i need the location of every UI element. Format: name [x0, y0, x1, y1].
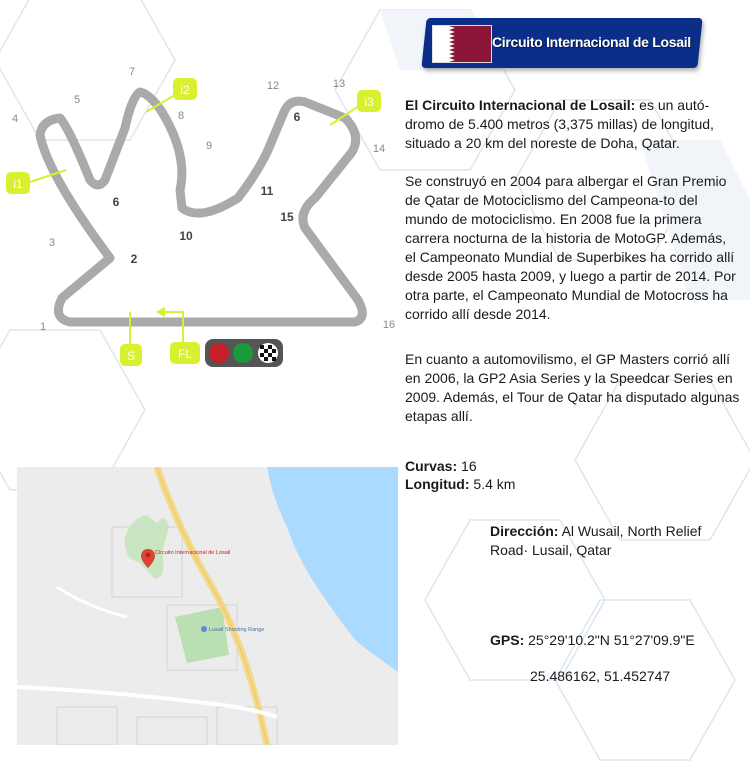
start-label: S	[126, 349, 136, 363]
turn-5: 5	[73, 94, 81, 106]
turn-14: 14	[372, 143, 386, 155]
turn-3: 3	[48, 237, 56, 249]
qatar-flag-icon	[432, 25, 492, 63]
range-label: Lusail Shooting Range	[209, 627, 265, 633]
map-graphic	[17, 467, 398, 745]
i1-label: i1	[13, 177, 23, 191]
i3-badge	[357, 90, 381, 112]
gps-decimal: 25.486162, 51.452747	[530, 668, 671, 684]
gps-label: GPS:	[490, 632, 525, 648]
turn-13: 13	[332, 78, 346, 90]
turn-2: 2	[130, 252, 138, 266]
i3-label: i3	[364, 95, 374, 109]
finish-arrow-line	[158, 312, 183, 343]
gps-block	[490, 631, 695, 650]
turn-16: 16	[382, 319, 396, 331]
i1-badge	[6, 172, 30, 194]
curves-value: 16	[457, 458, 477, 474]
motorsport-paragraph	[405, 350, 740, 426]
turn-11: 11	[260, 184, 274, 198]
finish-arrow-head	[156, 307, 165, 317]
stats-block	[405, 457, 515, 493]
gps-value: 25°29'10.2"N 51°27'09.9"E	[524, 632, 695, 648]
start-badge	[120, 344, 142, 366]
history-paragraph	[405, 172, 740, 324]
turn-10: 10	[179, 229, 193, 243]
turn-6b: 6	[293, 110, 301, 124]
intro-text: es un autó-dromo de 5.400 metros (3,375 millas) de longitud, situado a 20 km del noreste de Doha, Qatar.	[405, 97, 714, 151]
turn-6a: 6	[112, 195, 120, 209]
curves-label: Curvas:	[405, 458, 458, 474]
i2-label: i2	[180, 83, 190, 97]
page-title: Circuito Internacional de Losail	[492, 34, 691, 50]
circuit-name-bold: El Circuito Internacional de Losail:	[405, 97, 636, 113]
track-outline	[40, 92, 362, 322]
length-label: Longitud:	[405, 476, 470, 492]
history-text: Se construyó en 2004 para albergar el Gran Premio de Qatar de Motociclismo del Campeona-to del mundo de motociclismo. En 2008 fue la primera carrera nocturna de la historia de MotoGP. Además, el Campeonato Mundial de Superbikes ha corrido allí desde 2005 hasta 2009, y luego a partir de 2014. Por otra parte, el Campeonato Mundial de Motocross ha corrido allí desde 2014.	[405, 173, 736, 322]
motorsport-text: En cuanto a automovilismo, el GP Masters corrió allí en 2006, la GP2 Asia Series y la Speedcar Series en 2009. Además, el Tour de Qatar ha disputado algunas etapas allí.	[405, 351, 740, 424]
turn-15: 15	[280, 210, 294, 224]
turn-1: 1	[39, 321, 47, 333]
marker-label: Circuito Internacional de Losail	[155, 550, 231, 556]
i2-badge	[173, 78, 197, 100]
intro-paragraph	[405, 96, 740, 153]
turn-9: 9	[205, 140, 213, 152]
race-lights-icon	[205, 339, 283, 367]
length-value: 5.4 km	[469, 476, 516, 492]
turn-12: 12	[266, 80, 280, 92]
location-map[interactable]	[17, 467, 398, 745]
turn-8: 8	[177, 110, 185, 122]
finish-label: FL	[177, 347, 193, 361]
shooting-range-pin-icon	[201, 626, 207, 632]
turn-4: 4	[11, 113, 19, 125]
track-map	[0, 60, 400, 380]
turn-7: 7	[128, 66, 136, 78]
address-value: Al Wusail, North Relief Road· Lusail, Qatar	[490, 523, 702, 558]
finish-badge	[170, 342, 200, 364]
title-banner	[421, 18, 702, 68]
address-block	[490, 522, 740, 560]
address-label: Dirección:	[490, 523, 559, 539]
